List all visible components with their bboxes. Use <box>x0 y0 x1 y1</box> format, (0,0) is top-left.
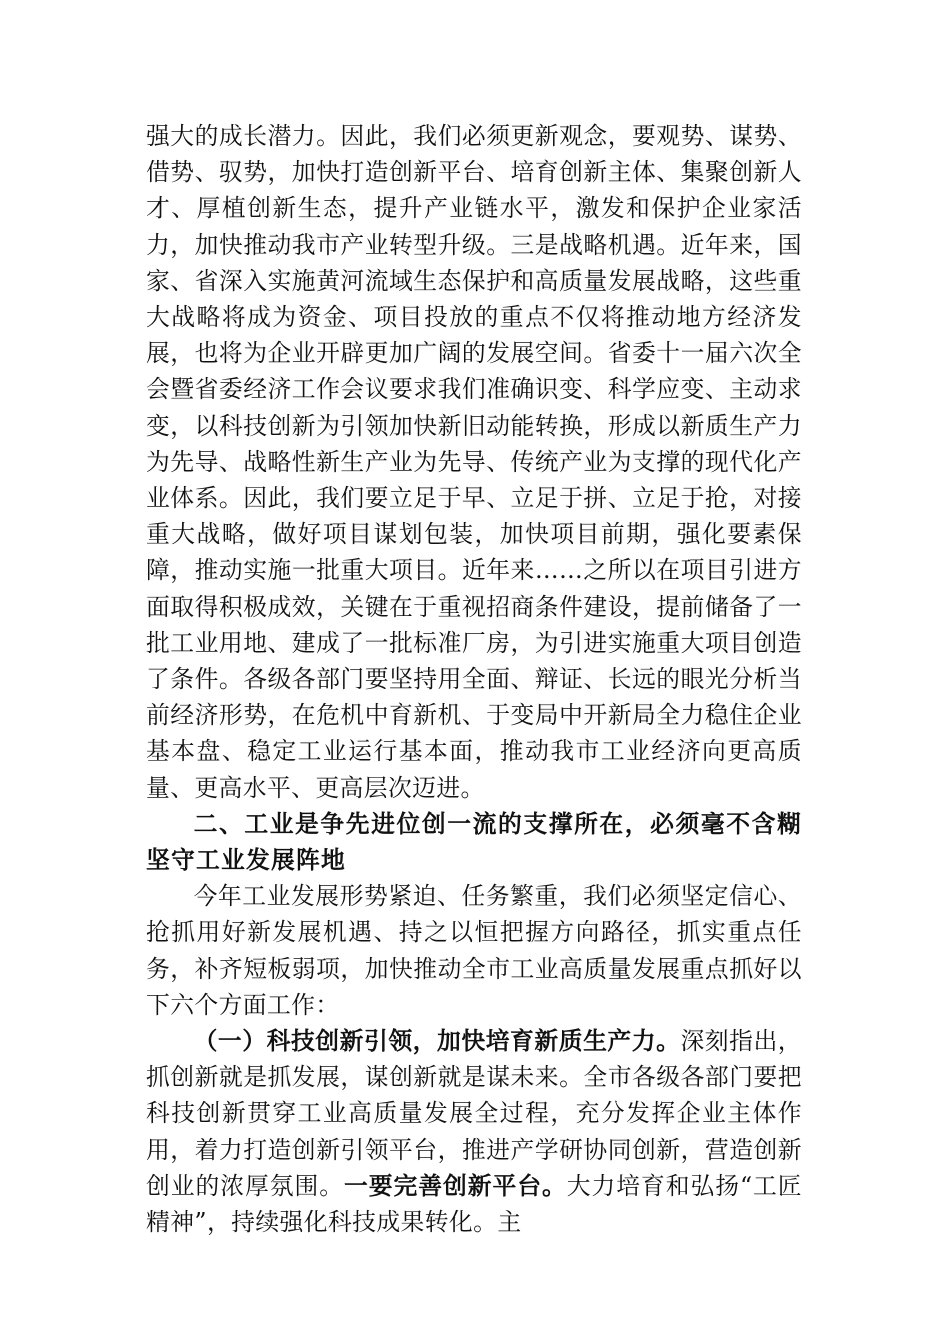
paragraph-tech-innovation-tail: 大力培育和弘扬“工匠精神”，持续强化科技成果转化。主 <box>146 1171 803 1237</box>
subsection-title-one: （一）科技创新引领，加快培育新质生产力。 <box>193 1027 681 1056</box>
paragraph-tasks-intro: 今年工业发展形势紧迫、任务繁重，我们必须坚定信心、抢抓用好新发展机遇、持之以恒把握方向路径，抓实重点任务，补齐短板弱项，加快推动全市工业高质量发展重点抓好以下六个方面工作： <box>146 882 802 1019</box>
document-body <box>146 118 802 1240</box>
paragraph-tech-innovation <box>146 1023 802 1240</box>
section-heading-two: 二、工业是争先进位创一流的支撑所在，必须毫不含糊坚守工业发展阵地 <box>146 809 802 875</box>
paragraph-tech-innovation-body: 深刻指出，抓创新就是抓发展，谋创新就是谋未来。全市各级各部门要把科技创新贯穿工业高质量发展全过程，充分发挥企业主体作用，着力打造创新引领平台，推进产学研协同创新，营造创新创业的浓厚氛围。 <box>146 1027 803 1200</box>
key-point-innovation-platform: 一要完善创新平台。 <box>343 1171 567 1200</box>
paragraph-strategic-opportunity: 强大的成长潜力。因此，我们必须更新观念，要观势、谋势、借势、驭势，加快打造创新平台、培育创新主体、集聚创新人才、厚植创新生态，提升产业链水平，激发和保护企业家活力，加快推动我市产业转型升级。三是战略机遇。近年来，国家、省深入实施黄河流域生态保护和高质量发展战略，这些重大战略将成为资金、项目投放的重点不仅将推动地方经济发展，也将为企业开辟更加广阔的发展空间。省委十一届六次全会暨省委经济工作会议要求我们准确识变、科学应变、主动求变，以科技创新为引领加快新旧动能转换，形成以新质生产力为先导、战略性新生产业为先导、传统产业为支撑的现代化产业体系。因此，我们要立足于早、立足于拼、立足于抢，对接重大战略，做好项目谋划包装，加快项目前期，强化要素保障，推动实施一批重大项目。近年来……之所以在项目引进方面取得积极成效，关键在于重视招商条件建设，提前储备了一批工业用地、建成了一批标准厂房，为引进实施重大项目创造了条件。各级各部门要坚持用全面、辩证、长远的眼光分析当前经济形势，在危机中育新机、于变局中开新局全力稳住企业基本盘、稳定工业运行基本面，推动我市工业经济向更高质量、更高水平、更高层次迈进。 <box>146 122 802 802</box>
